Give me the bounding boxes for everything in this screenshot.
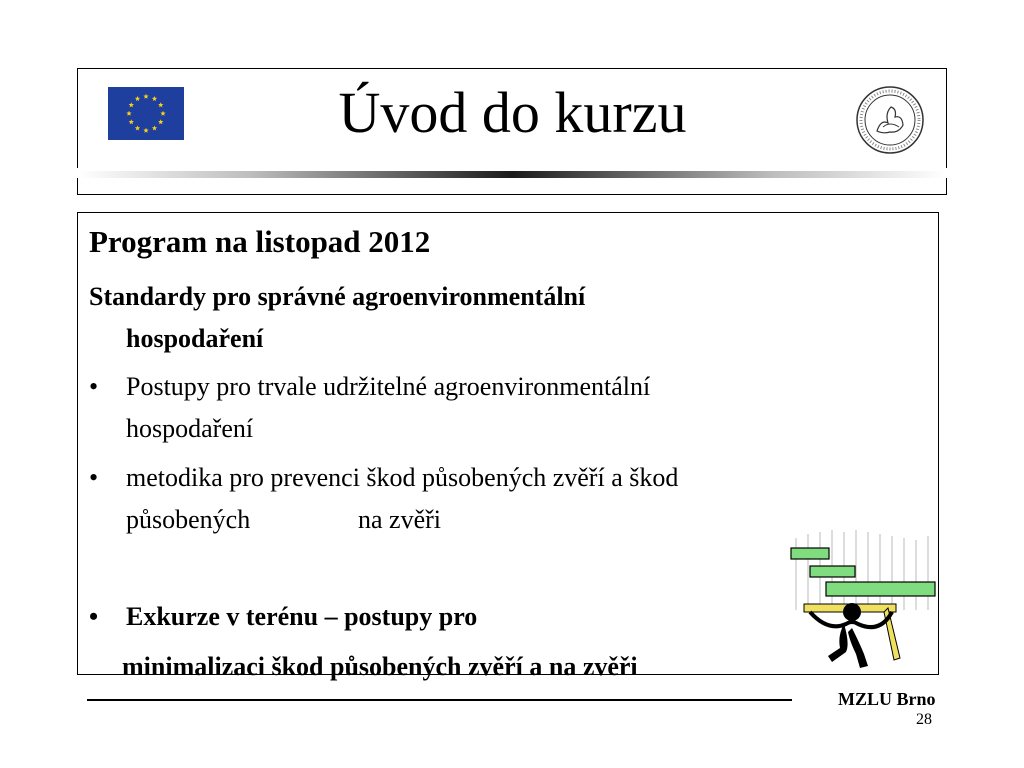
university-seal-logo — [855, 85, 925, 155]
bullet-1-line2: hospodaření — [126, 414, 254, 443]
eu-star-icon — [160, 111, 165, 116]
person-lifting-bars-illustration — [788, 528, 940, 673]
bullet-2-line2a: působených — [126, 505, 251, 534]
eu-star-icon — [152, 96, 157, 101]
eu-star-icon — [135, 96, 140, 101]
eu-star-icon — [158, 119, 163, 124]
eu-flag-logo — [108, 87, 184, 140]
bullet-2-line1: metodika pro prevenci škod působených zvěří a škod — [126, 463, 679, 492]
standards-heading-line1: Standardy pro správné agroenvironmentální — [89, 282, 586, 311]
eu-star-icon — [129, 119, 134, 124]
bullet-3-line2: minimalizaci škod působených zvěří a na zvěři — [122, 652, 638, 681]
bullet-2-line2b: na zvěři — [358, 505, 442, 534]
program-heading: Program na listopad 2012 — [89, 224, 431, 259]
bullet-marker: • — [89, 372, 99, 401]
footer-rule — [87, 699, 792, 701]
slide-title: Úvod do kurzu — [338, 80, 687, 145]
footer-brand: MZLU Brno — [838, 689, 936, 709]
eu-star-icon — [135, 125, 140, 130]
eu-star-icon — [143, 94, 148, 99]
header-shaded-rule — [78, 171, 946, 178]
eu-star-icon — [143, 128, 148, 133]
bullet-marker: • — [89, 463, 99, 492]
page-number: 28 — [916, 711, 932, 728]
eu-star-icon — [126, 111, 131, 116]
bullet-1-line1: Postupy pro trvale udržitelné agroenvironmentální — [126, 372, 651, 401]
bullet-3-line1: Exkurze v terénu – postupy pro — [126, 602, 478, 631]
eu-star-icon — [152, 125, 157, 130]
eu-stars-icon — [108, 87, 184, 140]
bullet-marker: • — [89, 602, 99, 631]
standards-heading-line2: hospodaření — [126, 324, 264, 353]
eu-star-icon — [158, 102, 163, 107]
eu-star-icon — [129, 102, 134, 107]
